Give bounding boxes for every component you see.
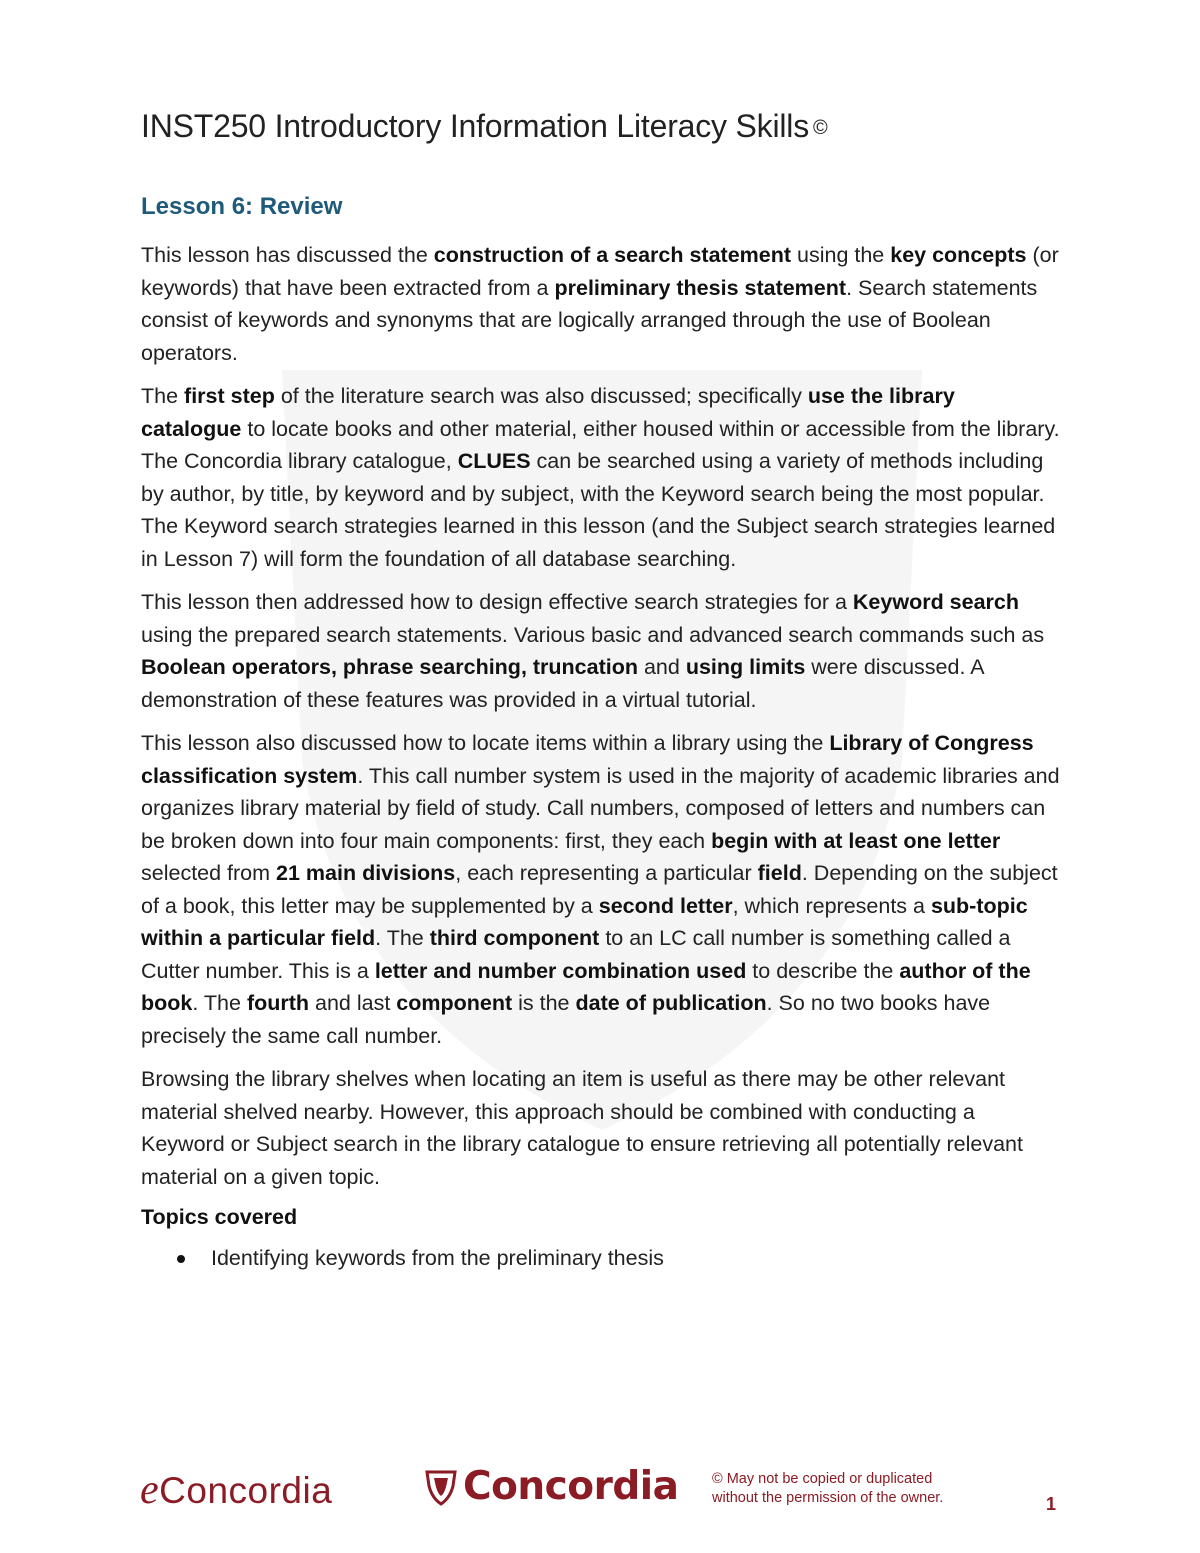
bold-text: preliminary thesis statement [554,275,847,300]
econcordia-logo-word: Concordia [159,1470,333,1511]
text-run: . The [192,991,247,1015]
paragraph [141,586,1061,716]
concordia-shield-icon [425,1470,457,1506]
lesson-heading: Lesson 6: Review [141,193,343,220]
text-run: and last [309,991,397,1015]
page-title-text: INST250 Introductory Information Literacy Skills [141,108,810,144]
bold-text: field [757,861,802,885]
bold-text: begin with at least one letter [711,828,1001,853]
bold-text: Boolean operators, phrase searching, truncation [141,655,638,679]
text-run: to describe the [746,958,900,983]
text-run: were discussed. A demonstration of these features was provided in a virtual tutorial. [141,655,984,712]
concordia-logo-word: Concordia [463,1464,679,1509]
bold-text: author of the book [141,958,1031,1015]
text-run: The [141,384,185,408]
text-run: (or keywords) that have been extracted from a [141,243,1059,300]
text-run: is the [512,991,576,1015]
text-run: using the prepared search statements. Various basic and advanced search commands such as [141,622,1045,647]
copyright-notice [712,1470,943,1508]
bold-text: date of publication [575,991,767,1015]
text-run: to an LC call number is something called a Cutter number. This is a [141,926,1011,983]
paragraph [141,239,1061,369]
econcordia-logo-e: e [140,1467,160,1513]
bold-text: Library of Congress classification system [141,731,1034,788]
footer [0,1462,1200,1522]
text-run: of the literature search was also discussed; specifically [274,384,808,408]
page-title [141,108,1061,145]
bold-text: component [396,991,513,1015]
topics-heading: Topics covered [141,1205,298,1229]
text-run: . Search statements consist of keywords and synonyms that are logically arranged through the use of Boolean operators. [141,275,1038,365]
bold-text: first step [184,384,275,408]
text-run: . Depending on the subject of a book, this letter may be supplemented by a [141,861,1058,918]
text-run: This lesson has discussed the [141,243,434,267]
text-run: . So no two books have precisely the same call number. [141,991,991,1048]
text-run: . The [375,926,430,950]
copyright-symbol: © [813,117,828,139]
bold-text: construction of a search statement [433,243,792,267]
bold-text: sub-topic within a particular field [141,893,1028,950]
bold-text: letter and number combination used [374,958,747,983]
copyright-notice-line2: without the permission of the owner. [712,1490,944,1506]
text-run: can be searched using a variety of methods including by author, by title, by keyword and by subject, with the Keyword search being the most popular. The Keyword search strategies learned in this lesson (and the Subject search strategies learned in Lesson 7) will form the foundation of all database searching. [141,449,1056,571]
list-item: Identifying keywords from the preliminary thesis [141,1242,1061,1274]
bold-text: 21 main divisions [276,861,456,885]
text-run: Browsing the library shelves when locating an item is useful as there may be other relevant material shelved nearby. However, this approach should be combined with conducting a Keyword or Subject search in the library catalogue to ensure retrieving all potentially relevant material on a given topic. [141,1067,1023,1189]
text-run: , which represents a [732,893,931,918]
text-run: . This call number system is used in the majority of academic libraries and organizes library material by field of study. Call numbers, composed of letters and numbers can be broken down into four main components: first, they each [141,763,1060,853]
bold-text: second letter [598,893,733,918]
bold-text: fourth [246,991,310,1015]
paragraph [141,727,1061,1052]
page-number: 1 [1046,1494,1057,1514]
text-run: using the [791,243,891,267]
document-body [141,108,1061,1274]
paragraph [141,380,1061,575]
paragraph [141,1063,1061,1193]
topics-list [141,1242,1061,1274]
bold-text: third component [429,926,600,950]
econcordia-logo [140,1466,332,1514]
bold-text: key concepts [890,243,1027,267]
text-run: This lesson also discussed how to locate items within a library using the [141,731,830,755]
bold-text: CLUES [457,449,531,473]
text-run: selected from [141,861,277,885]
bold-text: Keyword search [852,590,1020,614]
bold-text: using limits [685,655,806,679]
text-run: and [638,655,686,679]
bold-text: use the library catalogue [141,384,955,441]
text-run: to locate books and other material, either housed within or accessible from the library. The Concordia library catalogue, [141,416,1060,473]
text-run: This lesson then addressed how to design effective search strategies for a [141,590,853,614]
text-run: , each representing a particular [455,861,758,885]
copyright-notice-line1: © May not be copied or duplicated [712,1471,933,1487]
